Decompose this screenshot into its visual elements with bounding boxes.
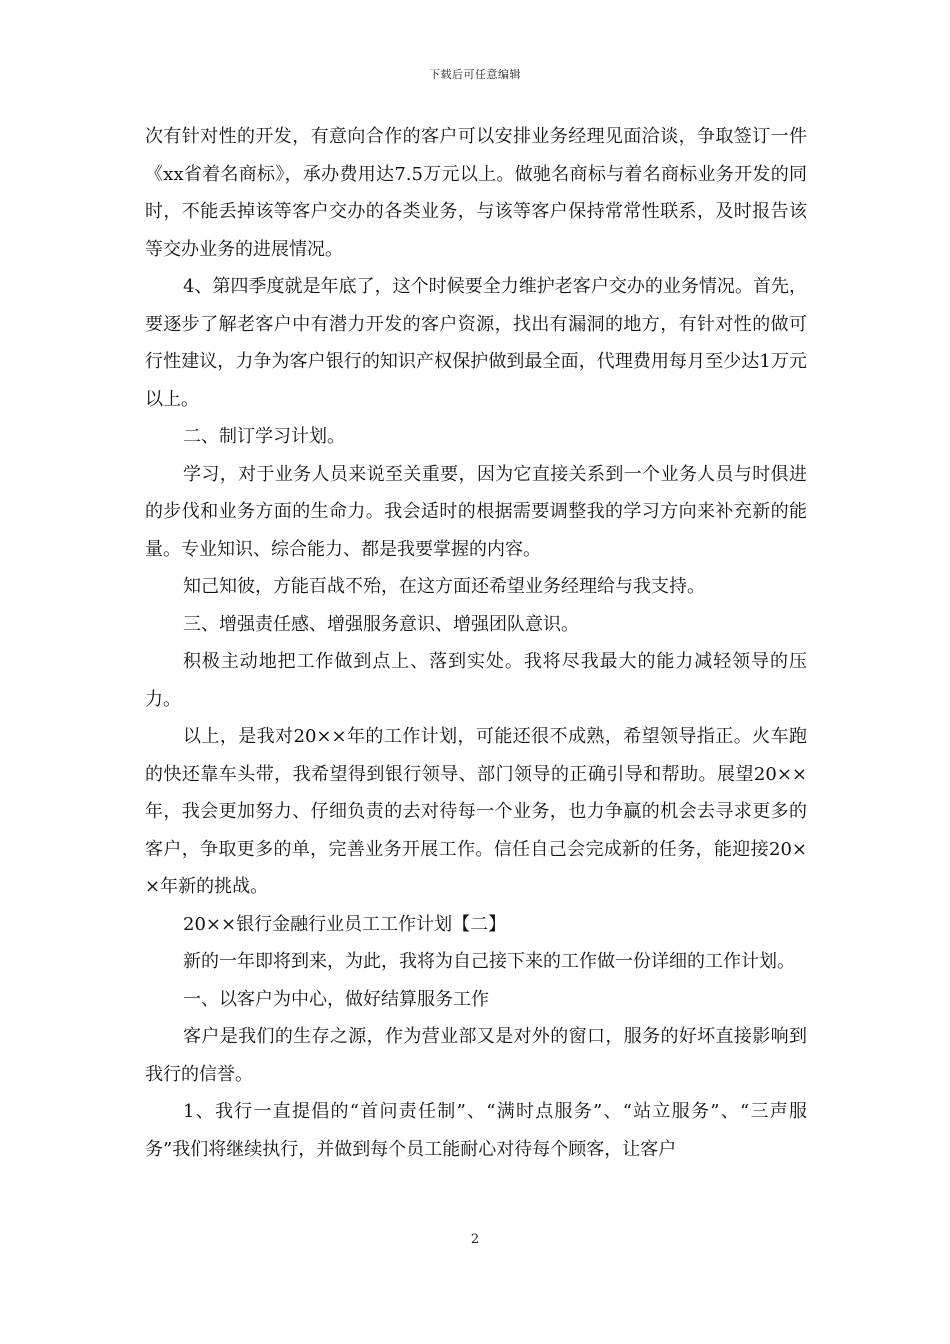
- page-number: 2: [470, 1232, 480, 1247]
- paragraph: 学习，对于业务人员来说至关重要，因为它直接关系到一个业务人员与时俱进的步伐和业务方面的生命力。我会适时的根据需要调整我的学习方向来补充新的能量。专业知识、综合能力、都是我要掌握的内容。: [145, 463, 807, 560]
- page-header: 下载后可任意编辑: [429, 68, 521, 81]
- paragraph: 知己知彼，方能百战不殆，在这方面还希望业务经理给与我支持。: [183, 576, 705, 597]
- document-body: [145, 118, 807, 1168]
- document-subtitle: 20××银行金融行业员工工作计划【二】: [183, 913, 507, 935]
- section-heading: 二、制订学习计划。: [183, 426, 345, 447]
- paragraph: 1、我行一直提倡的“首问责任制”、“满时点服务”、“站立服务”、“三声服务”我们将继续执行，并做到每个员工能耐心对待每个顾客，让客户: [145, 1101, 807, 1160]
- section-heading: 三、增强责任感、增强服务意识、增强团队意识。: [183, 613, 579, 635]
- paragraph: 以上，是我对20××年的工作计划，可能还很不成熟，希望领导指正。火车跑的快还靠车头带，我希望得到银行领导、部门领导的正确引导和帮助。展望20××年，我会更加努力、仔细负责的去对待每一个业务，也力争赢的机会去寻求更多的客户，争取更多的单，完善业务开展工作。信任自己会完成新的任务，能迎接20××年新的挑战。: [145, 726, 807, 897]
- paragraph: 客户是我们的生存之源，作为营业部又是对外的窗口，服务的好坏直接影响到我行的信誉。: [145, 1026, 807, 1085]
- paragraph: 4、第四季度就是年底了，这个时候要全力维护老客户交办的业务情况。首先，要逐步了解老客户中有潜力开发的客户资源，找出有漏洞的地方，有针对性的做可行性建议，力争为客户银行的知识产权保护做到最全面，代理费用每月至少达1万元以上。: [145, 276, 807, 410]
- paragraph: 次有针对性的开发，有意向合作的客户可以安排业务经理见面洽谈，争取签订一件《xx省着名商标》，承办费用达7.5万元以上。做驰名商标与着名商标业务开发的同时，不能丢掉该等客户交办的各类业务，与该等客户保持常常性联系，及时报告该等交办业务的进展情况。: [145, 126, 807, 260]
- section-heading: 一、以客户为中心，做好结算服务工作: [183, 988, 489, 1010]
- paragraph: 积极主动地把工作做到点上、落到实处。我将尽我最大的能力减轻领导的压力。: [145, 651, 807, 710]
- paragraph: 新的一年即将到来，为此，我将为自己接下来的工作做一份详细的工作计划。: [183, 951, 795, 972]
